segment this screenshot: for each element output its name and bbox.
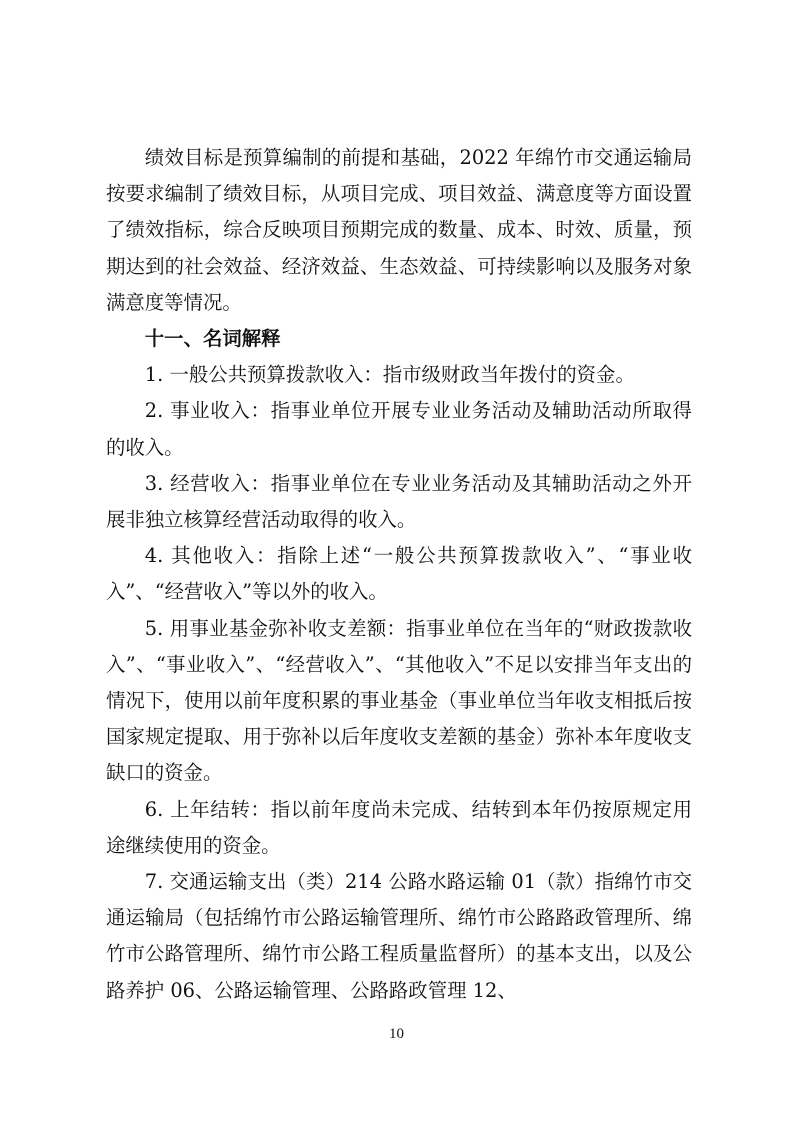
paragraph-performance-goals: 绩效目标是预算编制的前提和基础，2022 年绵竹市交通运输局按要求编制了绩效目标，从项目完成、项目效益、满意度等方面设置了绩效指标，综合反映项目预期完成的数量、成本、时效、质量，预期达到的社会效益、经济效益、生态效益、可持续影响以及服务对象满意度等情况。 xyxy=(106,146,692,314)
definition-item-4: 4. 其他收入：指除上述“一般公共预算拨款收入”、“事业收入”、“经营收入”等以外的收入。 xyxy=(106,544,692,604)
definition-item-3: 3. 经营收入：指事业单位在专业业务活动及其辅助活动之外开展非独立核算经营活动取得的收入。 xyxy=(106,471,692,532)
section-heading-glossary: 十一、名词解释 xyxy=(144,327,281,351)
definition-item-2: 2. 事业收入：指事业单位开展专业业务活动及辅助活动所取得的收入。 xyxy=(106,399,692,459)
definition-item-7: 7. 交通运输支出（类）214 公路水路运输 01（款）指绵竹市交通运输局（包括绵竹市公路运输管理所、绵竹市公路路政管理所、绵竹市公路管理所、绵竹市公路工程质量监督所）的基本支出，以及公路养护 06、公路运输管理、公路路政管理 12、 xyxy=(106,870,692,1002)
definition-item-1: 1. 一般公共预算拨款收入：指市级财政当年拨付的资金。 xyxy=(144,363,635,387)
document-body xyxy=(106,140,692,1009)
definition-item-5: 5. 用事业基金弥补收支差额：指事业单位在当年的“财政拨款收入”、“事业收入”、“经营收入”、“其他收入”不足以安排当年支出的情况下，使用以前年度积累的事业基金（事业单位当年收支相抵后按国家规定提取、用于弥补以后年度收支差额的基金）弥补本年度收支缺口的资金。 xyxy=(106,616,692,785)
page-number: 10 xyxy=(389,1026,404,1042)
definition-item-6: 6. 上年结转：指以前年度尚未完成、结转到本年仍按原规定用途继续使用的资金。 xyxy=(106,797,692,857)
